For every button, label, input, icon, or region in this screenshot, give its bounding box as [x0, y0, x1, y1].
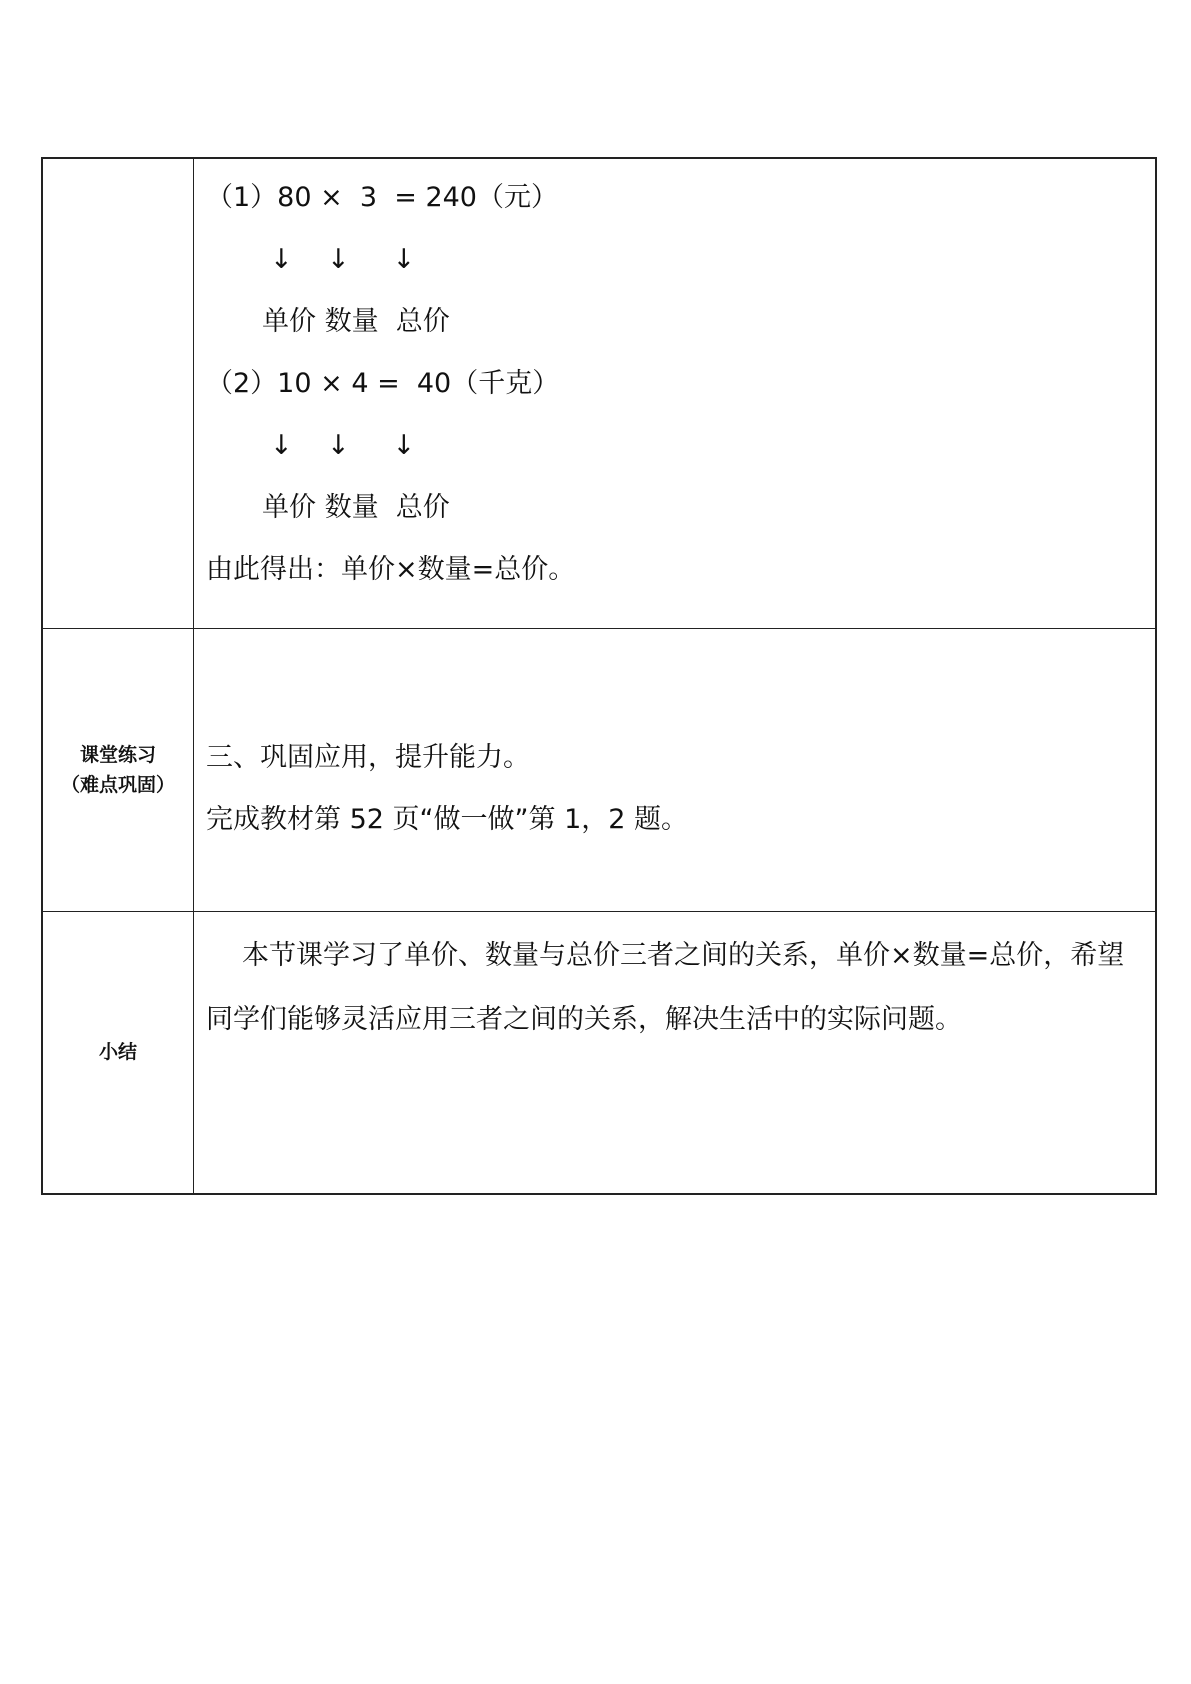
- arrow-line-1: ↓ ↓ ↓: [270, 244, 416, 275]
- equation-line-1: （1）80 × 3 = 240（元）: [206, 182, 558, 213]
- conclusion-line: 由此得出：单价×数量=总价。: [206, 554, 576, 585]
- lesson-plan-table: [41, 157, 1157, 1195]
- practice-task: 完成教材第 52 页“做一做”第 1，2 题。: [206, 803, 689, 835]
- table-row: [42, 628, 1156, 911]
- row-label-empty: [42, 158, 194, 628]
- arrow-line-2: ↓ ↓ ↓: [270, 430, 416, 461]
- content-cell-practice: [194, 628, 1157, 911]
- content-cell-formula: [194, 158, 1157, 628]
- label-summary-title: 小结: [98, 1041, 137, 1064]
- equation-line-2: （2）10 × 4 = 40（千克）: [206, 368, 560, 399]
- term-names-line-1: 单价 数量 总价: [262, 306, 450, 337]
- label-practice-title: 课堂练习: [79, 743, 156, 766]
- summary-paragraph: 本节课学习了单价、数量与总价三者之间的关系，单价×数量=总价，希望同学们能够灵活应用三者之间的关系，解决生活中的实际问题。: [206, 939, 1125, 1035]
- term-names-line-2: 单价 数量 总价: [262, 492, 450, 523]
- label-practice-subtitle: （难点巩固）: [60, 773, 175, 796]
- row-label-summary: [42, 911, 194, 1194]
- table-row: [42, 911, 1156, 1194]
- row-label-practice: [42, 628, 194, 911]
- practice-heading: 三、巩固应用，提升能力。: [206, 741, 530, 773]
- content-cell-summary: [194, 911, 1157, 1194]
- table-row: [42, 158, 1156, 628]
